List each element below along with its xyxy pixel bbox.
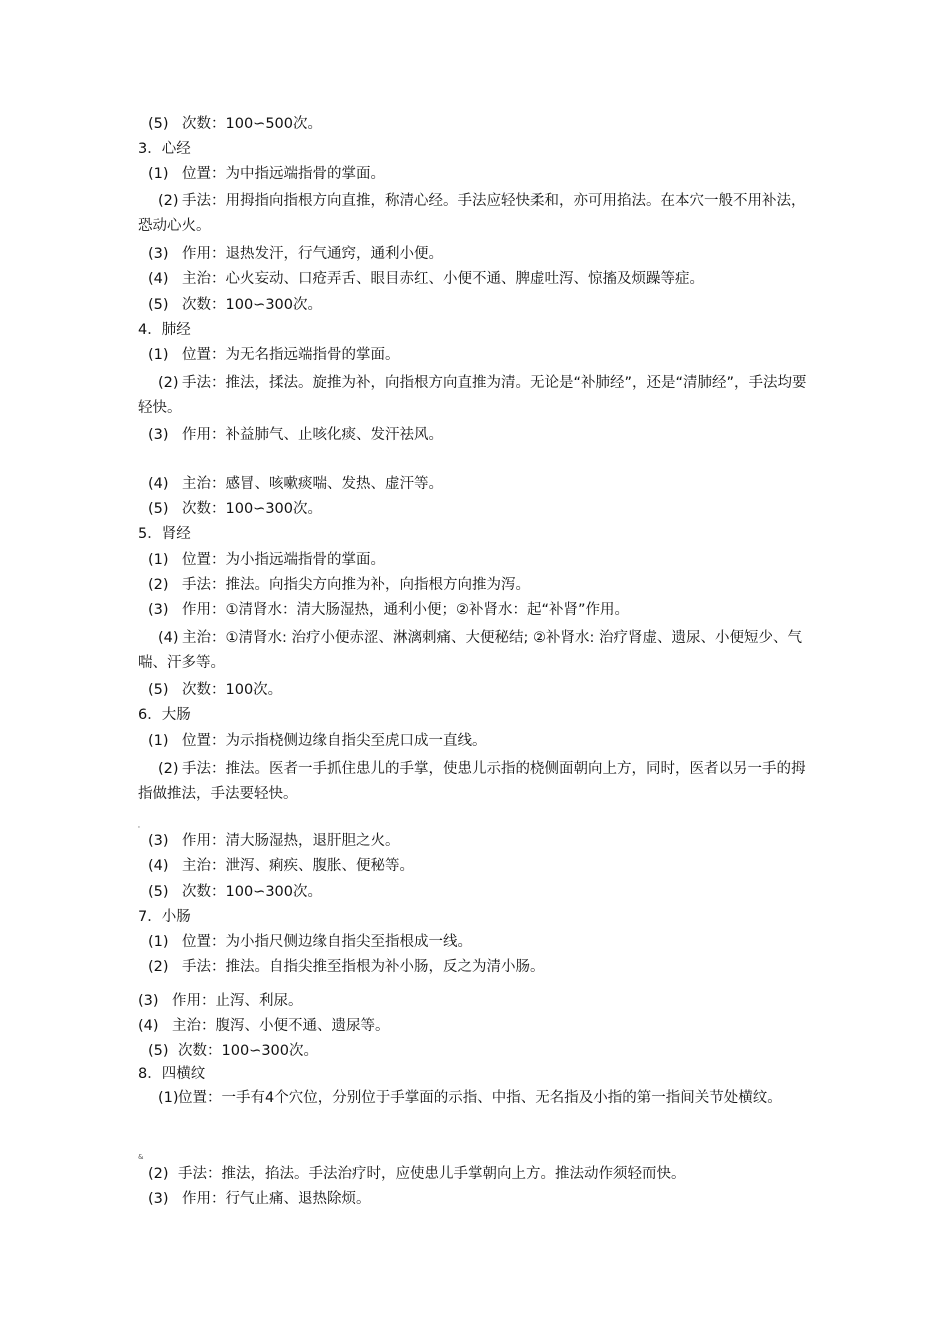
section-heading: 8．四横纹 — [138, 1066, 206, 1082]
section-heading: 5．肾经 — [138, 526, 191, 542]
text-line: (4) 主治：腹泻、小便不通、遗尿等。 — [138, 1018, 390, 1034]
text-line: (5) 次数：100次。 — [148, 682, 283, 698]
text-paragraph: (1)位置：一手有4个穴位，分别位于手掌面的示指、中指、无名指及小指的第一指间关节处横纹。 — [158, 1090, 782, 1106]
text-line: (1) 位置：为示指桡侧边缘自指尖至虎口成一直线。 — [148, 733, 487, 749]
text-line: (5) 次数：100∽300次。 — [148, 501, 323, 517]
text-line: (5) 次数：100∽500次。 — [148, 116, 323, 132]
section-heading: 6．大肠 — [138, 707, 191, 723]
text-paragraph: (2) 手法：用拇指向指根方向直推，称清心经。手法应轻快柔和，亦可用掐法。在本穴一般不用补法，恐动心火。 — [138, 193, 806, 234]
text-line: (3) 作用：①清肾水：清大肠湿热，通利小便；②补肾水：起“补肾”作用。 — [148, 602, 630, 618]
text-line: (2) 手法：推法。自指尖推至指根为补小肠，反之为清小肠。 — [148, 959, 545, 975]
text-line: (1) 位置：为无名指远端指骨的掌面。 — [148, 347, 400, 363]
text-line: (5) 次数：100∽300次。 — [148, 884, 323, 900]
text-line: (4) 主治：泄泻、痢疾、腹胀、便秘等。 — [148, 858, 414, 874]
text-paragraph: (2) 手法：推法，揉法。旋推为补，向指根方向直推为清。无论是“补肺经”，还是“清肺经”，手法均要轻快。 — [138, 375, 807, 416]
text-line: (2) 手法：推法，掐法。手法治疗时，应使患儿手掌朝向上方。推法动作须轻而快。 — [148, 1166, 686, 1182]
text-line: (3) 作用：退热发汗，行气通窍，通利小便。 — [148, 246, 443, 262]
text-line: (3) 作用：止泻、利尿。 — [138, 993, 303, 1009]
section-heading: 4．肺经 — [138, 322, 191, 338]
text-line: (3) 作用：行气止痛、退热除烦。 — [148, 1191, 371, 1207]
text-line: (3) 作用：清大肠湿热，退肝胆之火。 — [148, 833, 400, 849]
stray-mark: & — [138, 1153, 144, 1161]
text-paragraph: (4) 主治：①清肾水: 治疗小便赤涩、淋漓刺痛、大便秘结; ②补肾水: 治疗肾虚、遗尿、小便短少、气喘、汗多等。 — [138, 630, 802, 671]
text-line: (5) 次数：100∽300次。 — [148, 1043, 319, 1059]
text-line: (2) 手法：推法。向指尖方向推为补，向指根方向推为泻。 — [148, 577, 530, 593]
text-line: (1) 位置：为小指尺侧边缘自指尖至指根成一线。 — [148, 934, 472, 950]
text-line: (1) 位置：为中指远端指骨的掌面。 — [148, 166, 385, 182]
section-heading: 7．小肠 — [138, 909, 191, 925]
text-line: (4) 主治：感冒、咳嗽痰喘、发热、虚汗等。 — [148, 476, 443, 492]
text-paragraph: (2) 手法：推法。医者一手抓住患儿的手掌，使患儿示指的桡侧面朝向上方，同时，医者以另一手的拇指做推法，手法要轻快。 — [138, 761, 806, 802]
section-heading: 3．心经 — [138, 141, 191, 157]
text-line: (4) 主治：心火妄动、口疮弄舌、眼目赤红、小便不通、脾虚吐泻、惊搐及烦躁等症。 — [148, 271, 704, 287]
stray-mark: ' — [138, 825, 140, 833]
text-line: (3) 作用：补益肺气、止咳化痰、发汗祛风。 — [148, 427, 443, 443]
text-line: (1) 位置：为小指远端指骨的掌面。 — [148, 552, 385, 568]
text-line: (5) 次数：100∽300次。 — [148, 297, 323, 313]
